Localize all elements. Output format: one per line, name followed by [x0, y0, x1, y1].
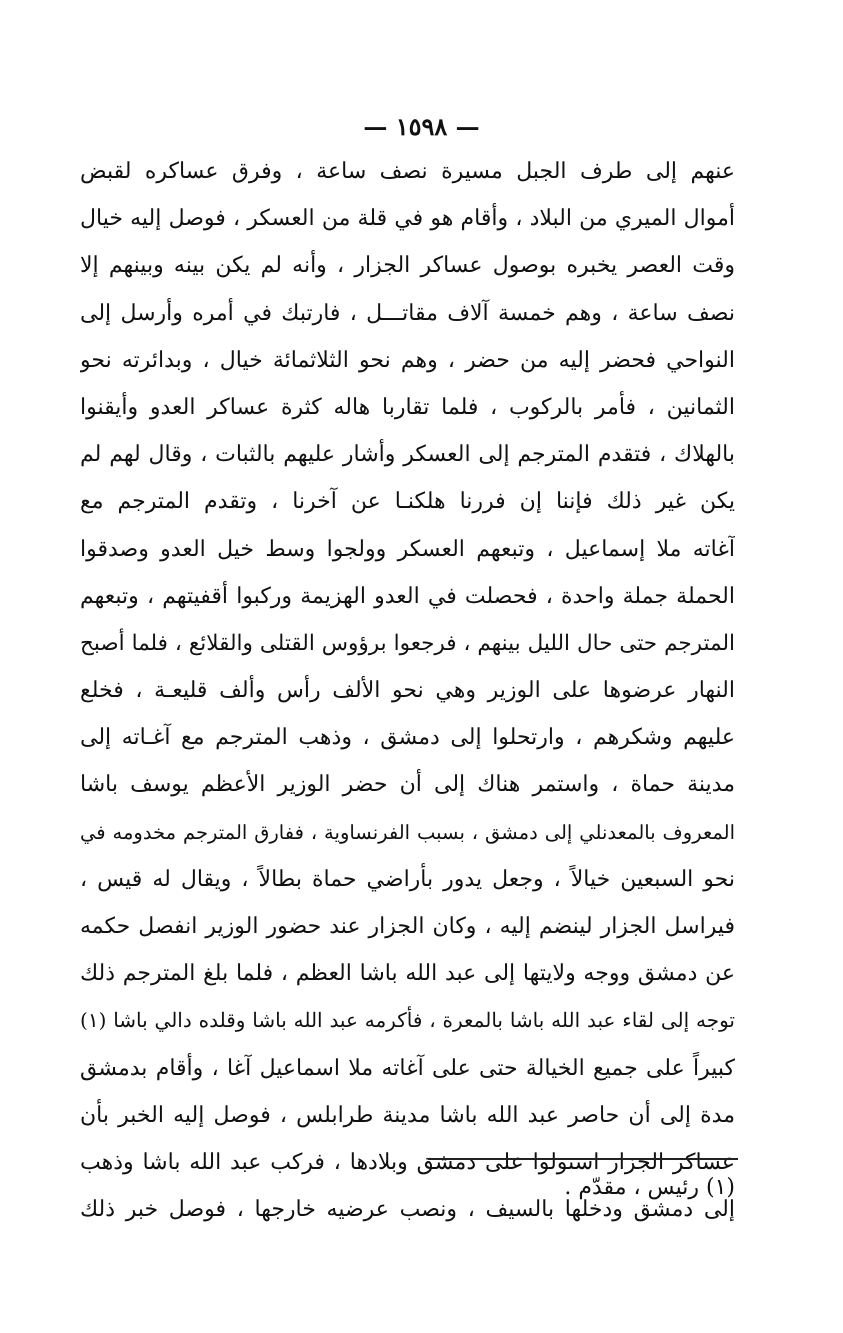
text-line: توجه إلى لقاء عبد الله باشا بالمعرة ، فأكرمه عبد الله باشا وقلده دالي باشا (١) — [80, 1008, 735, 1033]
text-line: مدة إلى أن حاصر عبد الله باشا مدينة طرابلس ، فوصل إليه الخبر بأن — [80, 1102, 735, 1128]
footnote: (١) رئيس ، مقدّم . — [564, 1175, 735, 1200]
text-line: فيراسل الجزار لينضم إليه ، وكان الجزار عند حضور الوزير انفصل حكمه — [80, 914, 735, 939]
text-line: الحملة جملة واحدة ، فحصلت في العدو الهزيمة وركبوا أقفيتهم ، وتبعهم — [80, 583, 735, 609]
text-line: المترجم حتى حال الليل بينهم ، فرجعوا برؤوس القتلى والقلائع ، فلما أصبح — [80, 630, 735, 656]
text-line: النواحي فحضر إليه من حضر ، وهم نحو الثلاثمائة خيال ، وبدائرته نحو — [80, 347, 735, 373]
text-line: عن دمشق ووجه ولايتها إلى عبد الله باشا العظم ، فلما بلغ المترجم ذلك — [80, 961, 735, 987]
text-line: الثمانين ، فأمر بالركوب ، فلما تقاربا هاله كثرة عساكر العدو وأيقنوا — [80, 394, 735, 420]
text-line: أموال الميري من البلاد ، وأقام هو في قلة من العسكر ، فوصل إليه خيال — [80, 206, 735, 232]
footnote-divider — [428, 1158, 738, 1160]
text-line: المعروف بالمعدنلي إلى دمشق ، بسبب الفرنساوية ، ففارق المترجم مخدومه في — [80, 820, 735, 844]
text-line: إلى دمشق ودخلها بالسيف ، ونصب عرضيه خارجها ، فوصل خبر ذلك — [80, 1197, 735, 1223]
text-line: وقت العصر يخبره بوصول عساكر الجزار ، وأنه لم يكن بينه وبينهم إلا — [80, 253, 735, 279]
page-number: — ١٥٩٨ — — [363, 112, 480, 141]
text-line: عنهم إلى طرف الجبل مسيرة نصف ساعة ، وفرق عساكره لقبض — [80, 159, 735, 184]
text-line: عساكر الجزار استولوا على دمشق وبلادها ، فركب عبد الله باشا وذهب — [80, 1149, 735, 1175]
text-line: بالهلاك ، فتقدم المترجم إلى العسكر وأشار عليهم بالثبات ، وقال لهم لم — [80, 442, 735, 468]
text-line: كبيراً على جميع الخيالة حتى على آغاته ملا اسماعيل آغا ، وأقام بدمشق — [80, 1055, 735, 1081]
text-line: مدينة حماة ، واستمر هناك إلى أن حضر الوزير الأعظم يوسف باشا — [80, 772, 735, 798]
text-line: نصف ساعة ، وهم خمسة آلاف مقاتـــل ، فارتبك في أمره وأرسل إلى — [80, 300, 735, 326]
text-line: يكن غير ذلك فإننا إن فررنا هلكنـا عن آخرنا ، وتقدم المترجم مع — [80, 489, 735, 515]
body-text — [80, 148, 735, 1233]
text-line: آغاته ملا إسماعيل ، وتبعهم العسكر وولجوا وسط خيل العدو وصدقوا — [80, 536, 735, 562]
text-line: عليهم وشكرهم ، وارتحلوا إلى دمشق ، وذهب المترجم مع آغـاته إلى — [80, 725, 735, 751]
text-line: نحو السبعين خيالاً ، وجعل يدور بأراضي حماة بطالاً ، ويقال له قيس ، — [80, 866, 735, 892]
text-line: النهار عرضوها على الوزير وهي نحو الألف رأس وألف قليعـة ، فخلع — [80, 678, 735, 704]
